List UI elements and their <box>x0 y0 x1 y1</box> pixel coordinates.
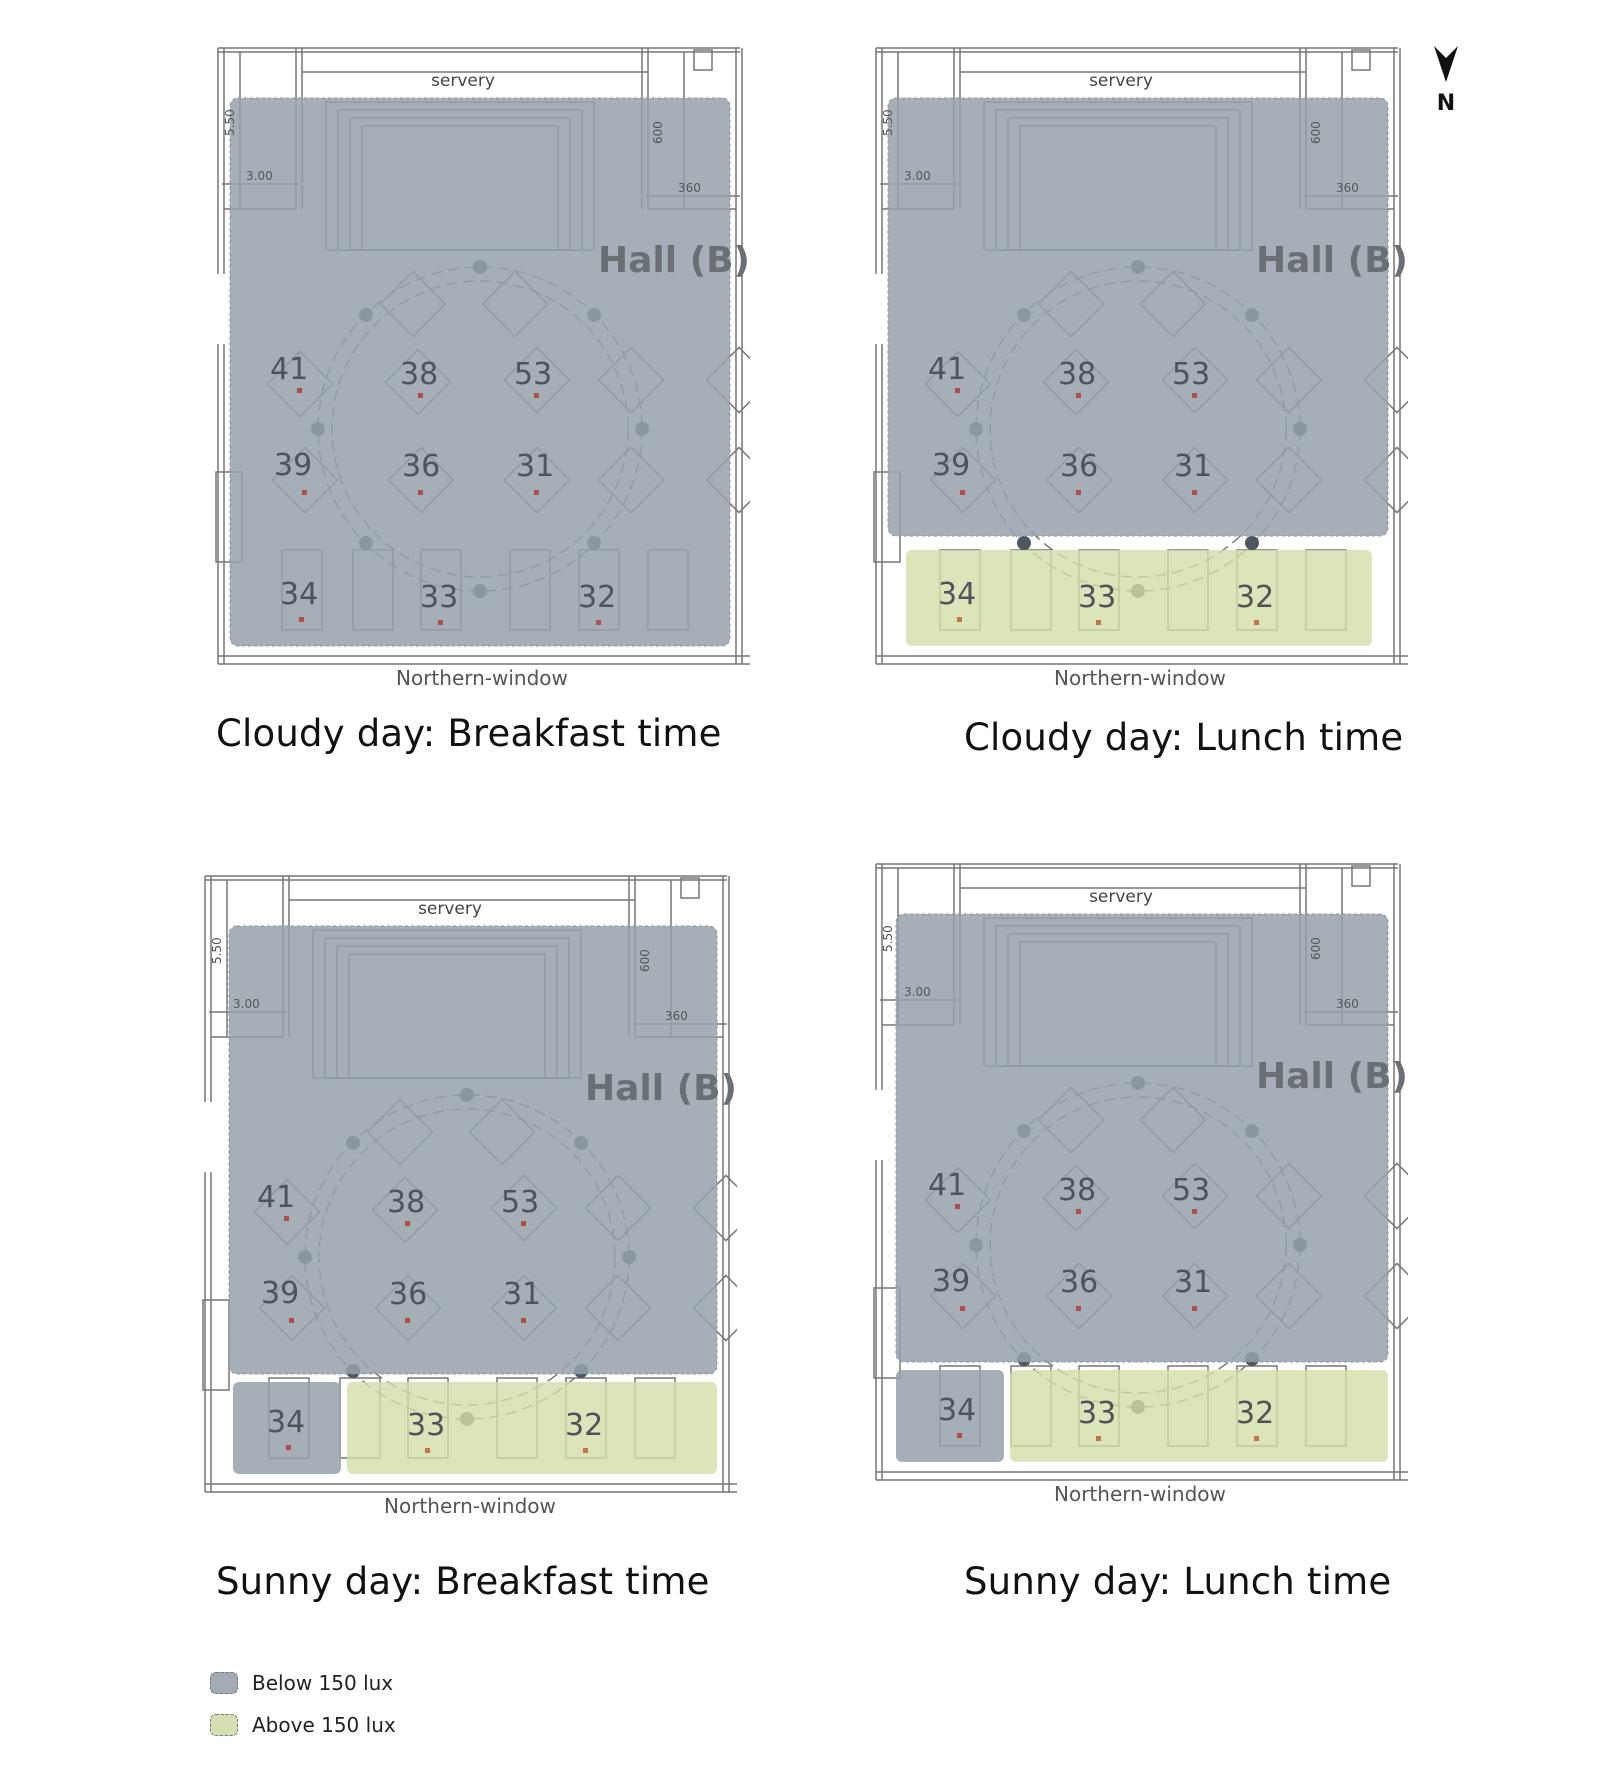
seat-label: 38 <box>1058 1173 1097 1208</box>
seat-label: 32 <box>1236 580 1275 615</box>
seat-label: 36 <box>402 449 441 484</box>
legend <box>210 1662 396 1746</box>
seat-label: 33 <box>420 580 459 615</box>
seat-label: 33 <box>1078 580 1117 615</box>
dim-label: 360 <box>1336 997 1359 1011</box>
north-label: N <box>1436 91 1456 116</box>
dim-label: 3.00 <box>904 169 931 183</box>
floorplan-sunny-breakfast <box>197 872 737 1494</box>
window-label: Northern-window <box>1054 1482 1226 1506</box>
north-arrow-icon <box>1428 44 1464 116</box>
dim-label: 360 <box>665 1009 688 1023</box>
window-label: Northern-window <box>384 1494 556 1518</box>
seat-label: 39 <box>932 1264 971 1299</box>
dim-label: 3.00 <box>246 169 273 183</box>
seat-label: 32 <box>1236 1396 1275 1431</box>
seat-label: 39 <box>932 448 971 483</box>
seat-label: 32 <box>578 580 617 615</box>
seat-label: 41 <box>257 1180 296 1215</box>
legend-label: Above 150 lux <box>252 1713 396 1737</box>
north-arrow <box>1428 44 1464 116</box>
window-label: Northern-window <box>1054 666 1226 690</box>
seat-label: 41 <box>928 352 967 387</box>
dim-label: 600 <box>1309 937 1323 960</box>
seat-label: 32 <box>565 1408 604 1443</box>
legend-swatch-below <box>210 1672 238 1694</box>
dim-label: 5.50 <box>210 937 224 964</box>
dim-label: 5.50 <box>223 109 237 136</box>
seat-label: 34 <box>938 1393 977 1428</box>
panel-title: Sunny day: Lunch time <box>964 1560 1392 1603</box>
panel-title: Cloudy day: Breakfast time <box>216 712 722 755</box>
seat-label: 41 <box>270 352 309 387</box>
seat-label: 33 <box>1078 1396 1117 1431</box>
seat-label: 36 <box>389 1277 428 1312</box>
panel-title: Sunny day: Breakfast time <box>216 1560 710 1603</box>
seat-label: 36 <box>1060 1265 1099 1300</box>
hall-label: Hall (B) <box>598 240 750 281</box>
floorplan-cloudy-breakfast <box>210 44 750 666</box>
servery-label: servery <box>431 71 495 91</box>
floorplan-drawing <box>197 872 737 1494</box>
hall-label: Hall (B) <box>1256 1056 1408 1097</box>
servery-label: servery <box>1089 887 1153 907</box>
dim-label: 600 <box>638 949 652 972</box>
seat-label: 38 <box>387 1185 426 1220</box>
dim-label: 600 <box>1309 121 1323 144</box>
legend-item-above <box>210 1704 396 1746</box>
seat-label: 31 <box>1174 449 1213 484</box>
zone-above <box>347 1382 717 1474</box>
seat-label: 34 <box>938 577 977 612</box>
dim-label: 5.50 <box>881 109 895 136</box>
seat-label: 33 <box>407 1408 446 1443</box>
seat-label: 34 <box>267 1405 306 1440</box>
floorplan-drawing <box>868 860 1408 1482</box>
legend-swatch-above <box>210 1714 238 1736</box>
panel-title: Cloudy day: Lunch time <box>964 716 1404 759</box>
dim-label: 3.00 <box>233 997 260 1011</box>
seat-label: 31 <box>1174 1265 1213 1300</box>
dim-label: 3.00 <box>904 985 931 999</box>
seat-label: 41 <box>928 1168 967 1203</box>
seat-label: 53 <box>514 357 553 392</box>
seat-label: 39 <box>261 1276 300 1311</box>
seat-label: 53 <box>1172 1173 1211 1208</box>
zone-above <box>1010 1370 1388 1462</box>
window-label: Northern-window <box>396 666 568 690</box>
hall-label: Hall (B) <box>585 1068 737 1109</box>
seat-label: 53 <box>501 1185 540 1220</box>
dim-label: 360 <box>678 181 701 195</box>
servery-label: servery <box>1089 71 1153 91</box>
seat-label: 36 <box>1060 449 1099 484</box>
zone-below <box>229 926 717 1374</box>
hall-label: Hall (B) <box>1256 240 1408 281</box>
floorplan-drawing <box>868 44 1408 666</box>
legend-item-below <box>210 1662 396 1704</box>
seat-label: 39 <box>274 448 313 483</box>
servery-label: servery <box>418 899 482 919</box>
seat-label: 38 <box>400 357 439 392</box>
seat-label: 38 <box>1058 357 1097 392</box>
floorplan-drawing <box>210 44 750 666</box>
seat-label: 34 <box>280 577 319 612</box>
seat-label: 31 <box>516 449 555 484</box>
seat-label: 31 <box>503 1277 542 1312</box>
seat-label: 53 <box>1172 357 1211 392</box>
dim-label: 5.50 <box>881 925 895 952</box>
dim-label: 360 <box>1336 181 1359 195</box>
dim-label: 600 <box>651 121 665 144</box>
legend-label: Below 150 lux <box>252 1671 394 1695</box>
floorplan-cloudy-lunch <box>868 44 1408 666</box>
floorplan-sunny-lunch <box>868 860 1408 1482</box>
